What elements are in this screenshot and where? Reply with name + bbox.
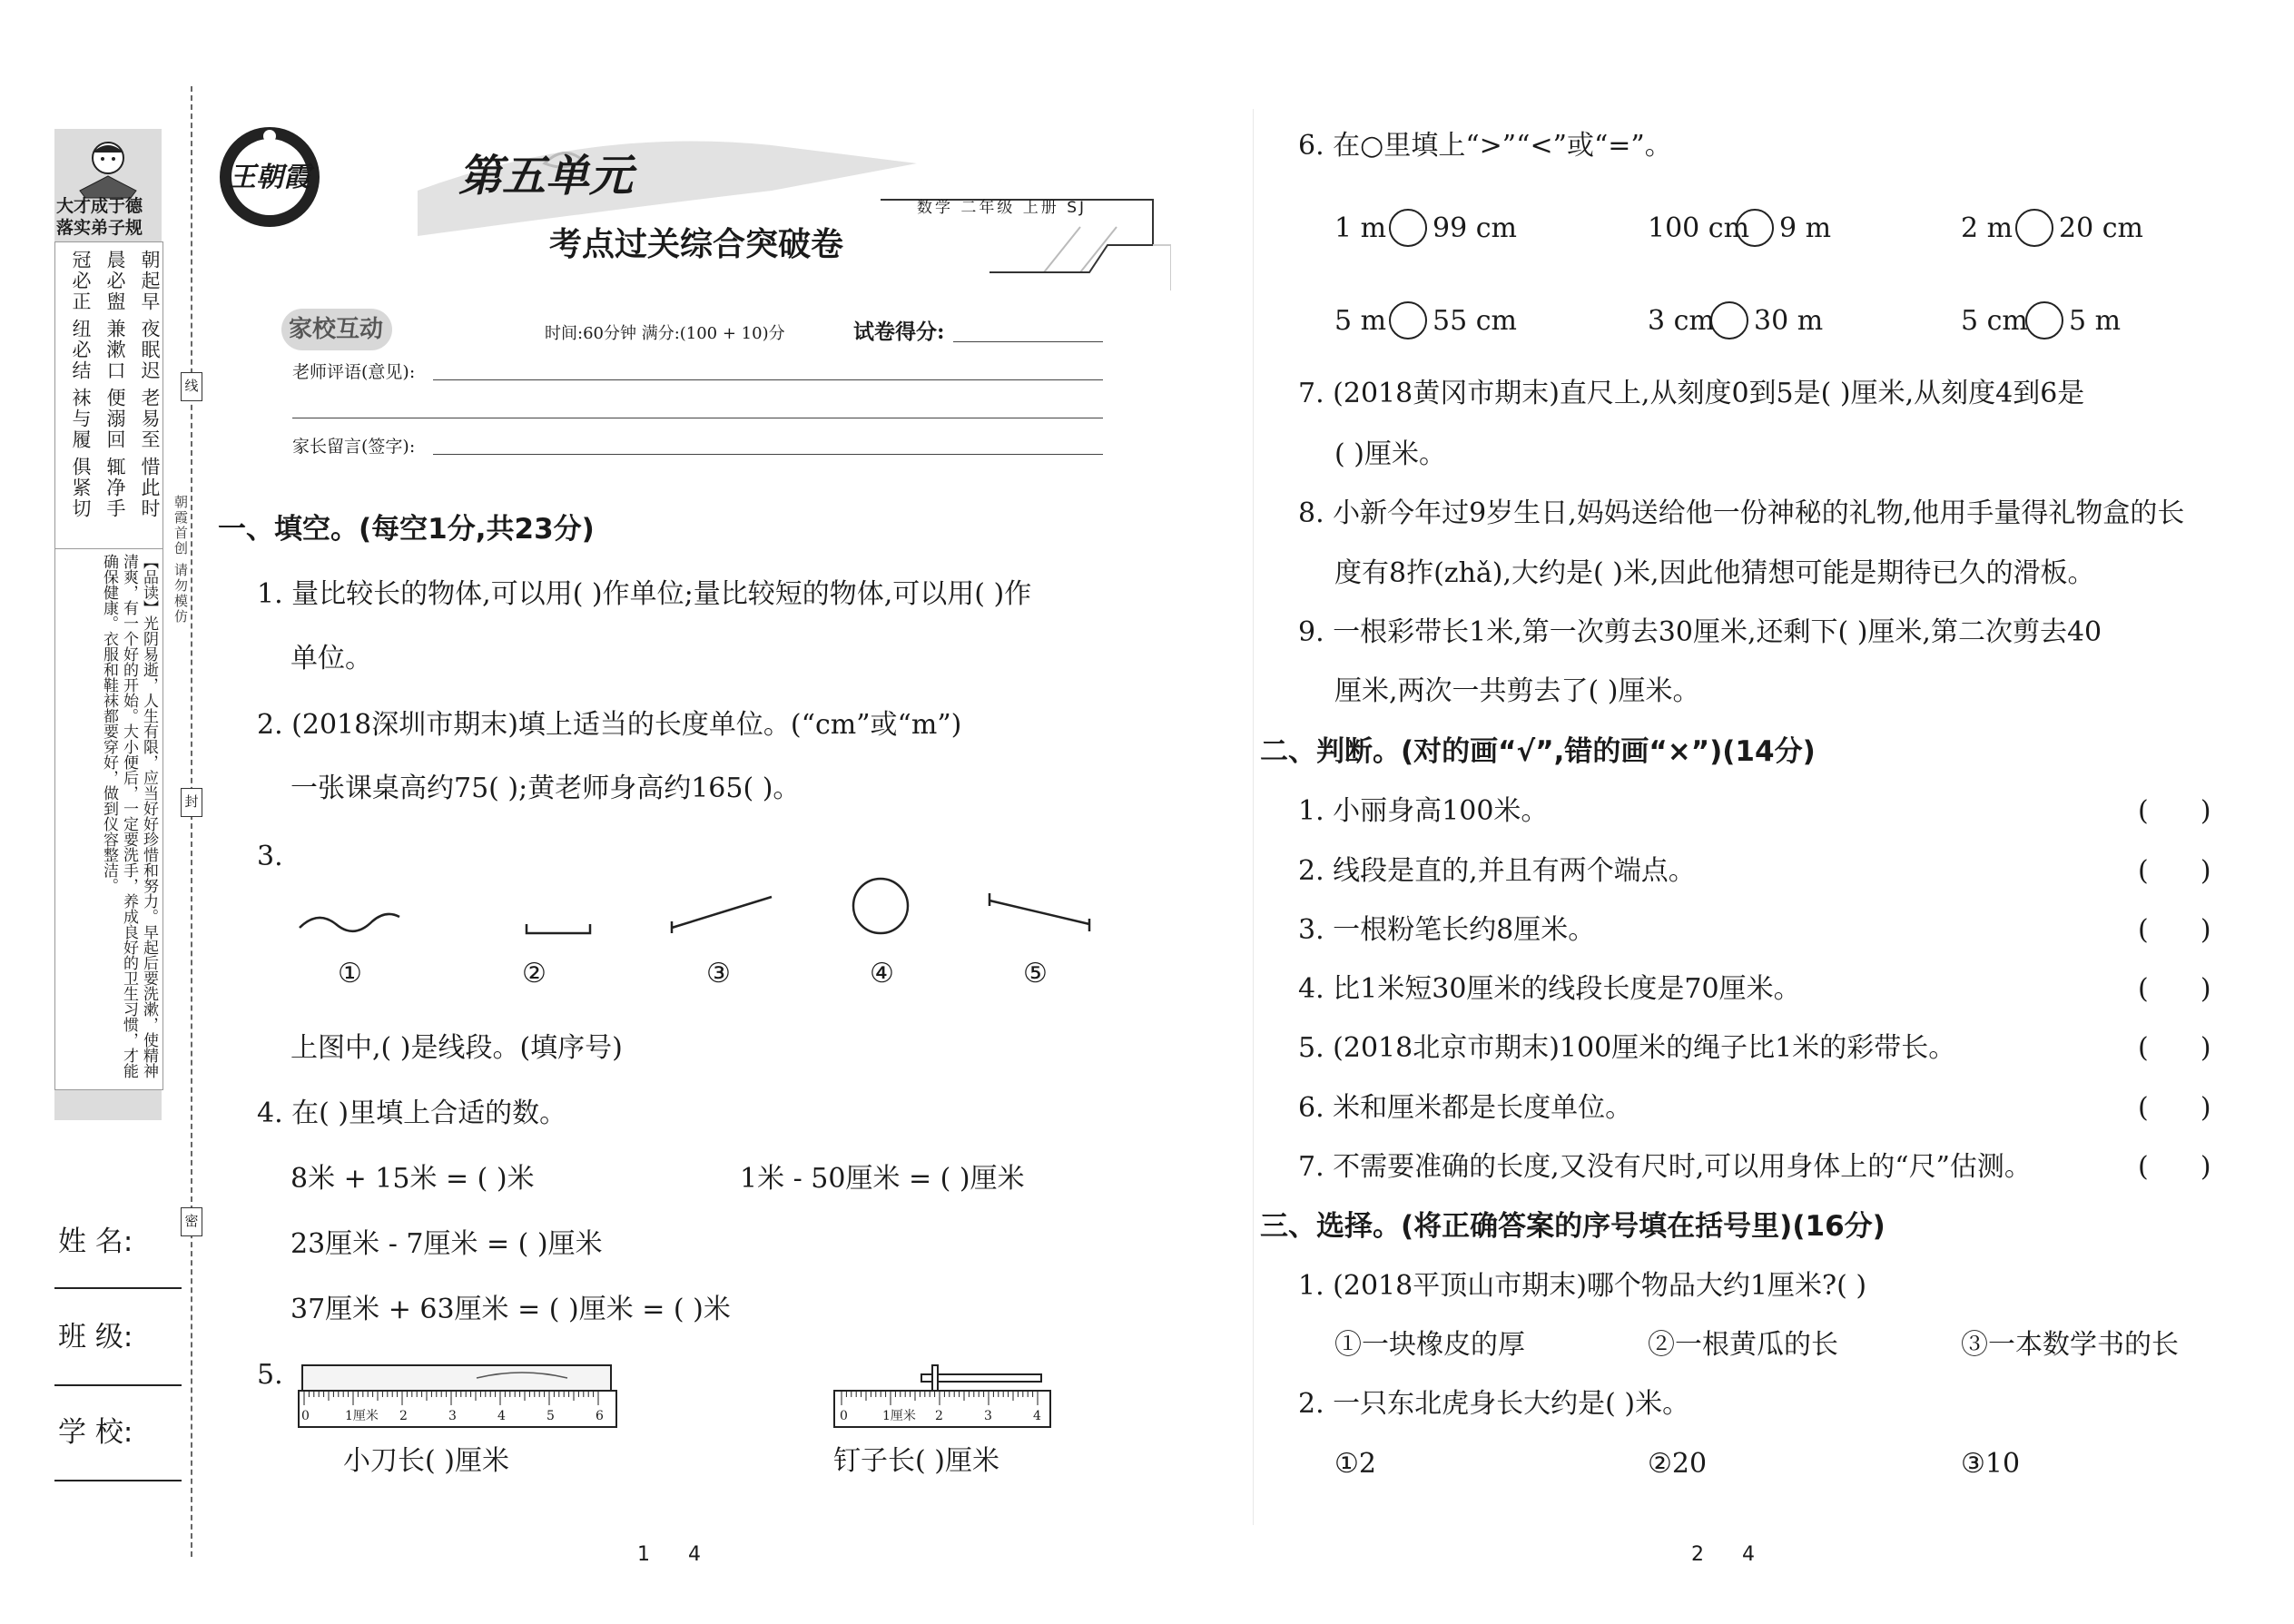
choice-option: ②一根黄瓜的长 [1648,1329,1838,1361]
judge-item: 5. (2018北京市期末)100厘米的绳子比1米的彩带长。 [1298,1032,1956,1064]
ruler-tick-label: 3 [984,1409,992,1423]
knife-ruler-figure [295,1362,622,1434]
compare-circle[interactable] [2025,301,2063,340]
judge-item: 4. 比1米短30厘米的线段长度是70厘米。 [1298,973,1801,1005]
question-text: 9. 一根彩带长1米,第一次剪去30厘米,还剩下( )厘米,第二次剪去40 [1298,616,2102,648]
question-text: 小刀长( )厘米 [343,1445,509,1477]
line-figures [290,871,1108,971]
name-field[interactable] [54,1287,182,1289]
unit-title: 第五单元 [458,151,634,202]
question-text: 上图中,( )是线段。(填序号) [290,1032,623,1064]
choice-option: ③一本数学书的长 [1961,1329,2179,1361]
ruler-tick-label: 4 [1033,1409,1041,1423]
teacher-comment-label: 老师评语(意见): [292,362,416,382]
question-text: 钉子长( )厘米 [833,1445,999,1477]
reading-text: 【品读】光阴易逝，人生有限，应当好好珍惜和努力。早起后要洗漱，使精神清爽，有一个好的开始。大小便后，一定要洗手，养成良好的卫生习惯，才能确保健康。衣服和鞋袜都要穿好，做到仪容整洁。 [100,554,158,1078]
judge-answer-blank[interactable]: ( ) [2138,1151,2211,1183]
compare-circle[interactable] [1389,301,1427,340]
ruler-tick-label: 3 [448,1409,457,1423]
score-field[interactable] [953,341,1103,342]
ruler-tick-label: 0 [301,1409,310,1423]
poem-col: 夜眠迟 [139,319,161,381]
teacher-comment-field[interactable] [433,379,1103,380]
compare-right: 30 m [1754,305,1824,337]
question-text: 1米 - 50厘米 = ( )厘米 [740,1163,1025,1195]
seal-mark: 密 [181,1207,202,1236]
ruler-tick-label: 1厘米 [882,1409,916,1423]
section1-heading: 一、填空。(每空1分,共23分) [218,513,595,546]
question-number: 5. [257,1359,283,1391]
choice-option: ①2 [1334,1448,1376,1480]
circle-shape [853,879,908,933]
question-text: 4. 在( )里填上合适的数。 [257,1097,567,1129]
question-text: ( )厘米。 [1334,438,1446,470]
judge-answer-blank[interactable]: ( ) [2138,795,2211,827]
judge-item: 6. 米和厘米都是长度单位。 [1298,1092,1633,1124]
segment [527,924,590,933]
page-divider [1253,109,1254,1525]
poem-col: 兼漱口 [104,319,126,381]
reading-box [54,548,163,1090]
figure-label: ① [338,958,362,989]
compare-circle[interactable] [1710,301,1748,340]
wavy-line [300,914,399,931]
nail-ruler-figure [831,1362,1067,1434]
poem-col: 袜与履 [70,388,92,450]
cut-line [191,86,192,1557]
judge-answer-blank[interactable]: ( ) [2138,914,2211,946]
question-text: 度有8拃(zhǎ),大约是( )米,因此他猜想可能是期待已久的滑板。 [1334,557,2095,589]
choice-option: ①一块橡皮的厚 [1334,1329,1525,1361]
compare-right: 55 cm [1433,305,1517,337]
question-text: 2. (2018深圳市期末)填上适当的长度单位。(“cm”或“m”) [257,709,962,741]
class-field[interactable] [54,1384,182,1386]
question-text: 单位。 [290,643,372,674]
seal-mark: 封 [181,788,202,817]
parent-comment-label: 家长留言(签字): [292,437,416,457]
brand-note: 朝霞首创 请勿模仿 [172,495,189,625]
judge-answer-blank[interactable]: ( ) [2138,973,2211,1005]
seal-mark: 线 [181,372,202,401]
school-field[interactable] [54,1480,182,1481]
compare-left: 1 m [1334,212,1387,244]
compare-right: 9 m [1779,212,1832,244]
question-text: 1. (2018平顶山市期末)哪个物品大约1厘米?( ) [1298,1270,1867,1302]
subject-tags: 数学 二年级 上册 SJ [917,199,1088,217]
child-reading-icon [76,136,140,200]
parent-comment-field[interactable] [433,454,1103,455]
poem-col: 辄净手 [104,457,126,519]
sidebar-panel [54,129,162,1120]
figure-label: ③ [706,958,731,989]
compare-left: 2 m [1961,212,2013,244]
class-label: 班 级: [58,1321,133,1353]
compare-right: 20 cm [2059,212,2143,244]
compare-left: 5 m [1334,305,1387,337]
question-text: 7. (2018黄冈市期末)直尺上,从刻度0到5是( )厘米,从刻度4到6是 [1298,378,2085,409]
section3-heading: 三、选择。(将正确答案的序号填在括号里)(16分) [1260,1210,1885,1243]
compare-left: 100 cm [1648,212,1750,244]
question-number: 3. [257,841,283,872]
choice-option: ②20 [1648,1448,1708,1480]
compare-left: 5 cm [1961,305,2028,337]
poem-col: 冠必正 [70,250,92,312]
judge-item: 7. 不需要准确的长度,又没有尺时,可以用身体上的“尺”估测。 [1298,1151,2032,1183]
poem-col: 老易至 [139,388,161,450]
school-label: 学 校: [58,1416,133,1449]
compare-left: 3 cm [1648,305,1715,337]
judge-item: 2. 线段是直的,并且有两个端点。 [1298,855,1696,887]
question-text: 37厘米 + 63厘米 = ( )厘米 = ( )米 [290,1294,731,1325]
compare-right: 5 m [2069,305,2122,337]
question-text: 一张课桌高约75( );黄老师身高约165( )。 [290,773,801,804]
figure-label: ⑤ [1023,958,1048,989]
section2-heading: 二、判断。(对的画“√”,错的画“×”)(14分) [1260,735,1816,768]
judge-answer-blank[interactable]: ( ) [2138,1092,2211,1124]
name-label: 姓 名: [58,1225,133,1258]
judge-item: 3. 一根粉笔长约8厘米。 [1298,914,1596,946]
ruler-tick-label: 2 [399,1409,408,1423]
page-number: 2 4 [1691,1543,1755,1566]
poem-col: 俱紧切 [70,457,92,519]
question-text: 厘米,两次一共剪去了( )厘米。 [1334,675,1700,707]
motto-bottom: 落实弟子规 [56,218,143,238]
question-text: 23厘米 - 7厘米 = ( )厘米 [290,1228,603,1260]
ray [672,897,772,933]
ruler-tick-label: 5 [546,1409,555,1423]
score-label: 试卷得分: [853,320,945,344]
interaction-label: 家校互动 [289,316,384,343]
compare-right: 99 cm [1433,212,1517,244]
time-info: 时间:60分钟 满分:(100 + 10)分 [545,324,785,343]
ruler-tick-label: 0 [840,1409,848,1423]
motto-top: 大才成于德 [56,196,143,216]
question-text: 1. 量比较长的物体,可以用( )作单位;量比较短的物体,可以用( )作 [257,578,1032,610]
question-text: 8. 小新今年过9岁生日,妈妈送给他一份神秘的礼物,他用手量得礼物盒的长 [1298,497,2185,529]
segment-slanted [989,893,1089,931]
ruler-tick-label: 2 [935,1409,943,1423]
ruler-tick-label: 6 [596,1409,604,1423]
figure-label: ② [522,958,546,989]
exam-subtitle: 考点过关综合突破卷 [549,225,844,263]
poem-col: 纽必结 [70,319,92,381]
compare-circle[interactable] [1389,209,1427,247]
figure-label: ④ [870,958,894,989]
poem-col: 惜此时 [139,457,161,519]
question-text: 8米 + 15米 = ( )米 [290,1163,535,1195]
ruler-tick-label: 1厘米 [345,1409,379,1423]
question-text: 2. 一只东北虎身长大约是( )米。 [1298,1388,1690,1420]
judge-item: 1. 小丽身高100米。 [1298,795,1549,827]
judge-answer-blank[interactable]: ( ) [2138,1032,2211,1064]
compare-circle[interactable] [2015,209,2053,247]
poem-col: 便溺回 [104,388,126,450]
question-text: 6. 在○里填上“>”“<”或“=”。 [1298,130,1672,162]
choice-option: ③10 [1961,1448,2021,1480]
poem-col: 晨必盥 [104,250,126,312]
page-number: 1 4 [637,1543,701,1566]
judge-answer-blank[interactable]: ( ) [2138,855,2211,887]
logo-text: 王朝霞 [229,162,310,193]
poem-col: 朝起早 [139,250,161,312]
compare-circle[interactable] [1736,209,1774,247]
ruler-tick-label: 4 [497,1409,506,1423]
